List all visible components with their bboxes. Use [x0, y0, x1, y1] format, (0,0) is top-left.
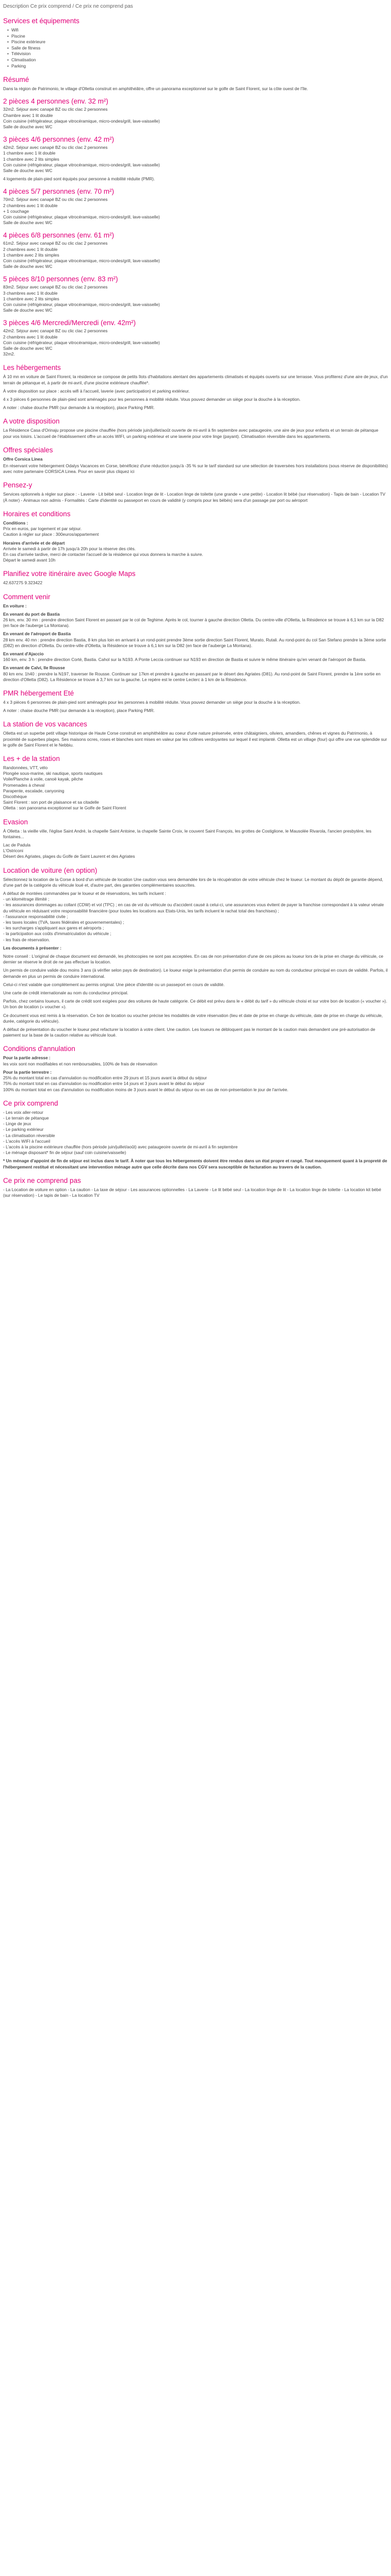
- comprend-item: - Le parking extérieur: [3, 1127, 44, 1132]
- comprend-item: - Le terrain de pétanque: [3, 1115, 49, 1121]
- location-line: - les frais de réservation.: [3, 937, 50, 942]
- plus-item: Voile/Planche à voile, canoë kayak, pêche: [3, 776, 83, 782]
- apartment-line: 2 chambres avec 1 lit double: [3, 334, 58, 340]
- content-page: [0, 0, 391, 1198]
- route-block: [3, 631, 388, 649]
- horaires-line: Caution à régler sur place : 300euros/appartement: [3, 532, 99, 537]
- apartment-line: Coin cuisine (réfrigérateur, plaque vitrocéramique, micro-ondes/grill, lave-vaisselle): [3, 162, 160, 167]
- apartment-title: 3 pièces 4/6 Mercredi/Mercredi (env. 42m²): [3, 319, 136, 327]
- apartment-line: 61m2. Séjour avec canapé BZ ou clic clac 2 personnes: [3, 241, 108, 246]
- apartment-title: 3 pièces 4/6 personnes (env. 42 m²): [3, 135, 115, 144]
- apartment-lines: [3, 107, 388, 130]
- plus-item: Randonnées, VTT, vélo: [3, 765, 48, 770]
- comprend-item: - Le ménage disposant* fin de séjour (sauf coin cuisine/vaisselle): [3, 1150, 126, 1156]
- apartment-line: Coin cuisine (réfrigérateur, plaque vitrocéramique, micro-ondes/grill, lave-vaisselle): [3, 340, 160, 345]
- station-title: La station de vos vacances: [3, 720, 87, 728]
- location-line: - les surcharges s'appliquant aux gares et aéroports ;: [3, 925, 104, 931]
- location-line: - les assurances dommages au collant (CDW) et vol (TPC) ; en cas de vol du véhicule ou d'accident causé à celui-ci, une assurances vous évitent de payer la franchise correspondant à la valeur vénale du véhicule en réduisant votre responsabilité financière (pour toutes les locations aux Etats-Unis, les tarifs incluent le rachat total des franchises) ;: [3, 902, 384, 913]
- hebergements-para: 4 x 3 pièces 6 personnes de plain-pied sont aménagés pour les personnes à mobilité réduite. Vous pouvez demander un siège pour la douche à la réception.: [3, 397, 301, 402]
- route-block: [3, 665, 388, 683]
- annulation-terrestre: [3, 1070, 388, 1093]
- hebergements-title: Les hébergements: [3, 364, 61, 372]
- route-block: [3, 651, 388, 663]
- annulation-head: Pour la partie terrestre :: [3, 1069, 52, 1075]
- hebergements-para: A noter : chalse douche PMR (sur demande à la réception), place Parking PMR.: [3, 405, 155, 411]
- service-item-piscine: • Piscine: [11, 33, 388, 40]
- horaires-arrival: [3, 540, 388, 564]
- services-title: Services et équipements: [3, 17, 79, 25]
- apartment-4: [3, 275, 388, 313]
- apartment-line: Salle de douche avec WC: [3, 264, 53, 269]
- apartment-line: Coin cuisine (réfrigérateur, plaque vitrocéramique, micro-ondes/grill, lave-vaisselle): [3, 214, 160, 219]
- route-text: 26 km, env. 30 mn : prendre direction Saint Florent en passant par le col de Teghime. Après le col, tourner à gauche direction Olletta. Du centre-ville d'Olletta, la Résidence se trouve à 6,1 km sur la D82 (en face de l'auberge La Montana).: [3, 617, 384, 629]
- pmr-para: A noter : chaise douche PMR (sur demande à la réception), place Parking PMR.: [3, 708, 155, 714]
- location-para: Celui-ci n'est valable que complètement au permis original. Une pièce d'identité ou un passeport en cours de validité.: [3, 981, 225, 987]
- apartment-note: 4 logements de plain-pied sont équipés pour personne à mobilité réduite (PMR).: [3, 176, 155, 182]
- apartment-line: 42m2. Séjour avec canapé BZ ou clic clac 2 personnes: [3, 145, 108, 150]
- location-docs-title: Les documents à présenter :: [3, 945, 61, 951]
- apartment-line: 70m2. Séjour avec canapé BZ ou clic clac 2 personnes: [3, 197, 108, 202]
- horaires-subtitle: Horaires d'arrivée et de départ: [3, 540, 65, 546]
- location-line: - l'assurance responsabilité civile ;: [3, 913, 68, 919]
- annulation-head: Pour la partie adresse :: [3, 1055, 51, 1061]
- comment-intro: En voiture :: [3, 603, 27, 608]
- apartment-title: 4 pièces 6/8 personnes (env. 61 m²): [3, 231, 115, 240]
- evasion-extra: [3, 842, 388, 860]
- resume-text: Dans la région de Patrimonio, le village d'Olletta construit en amphithéâtre, offre un panorama exceptionnel sur le golfe de Saint Florent, sur la côte ouest de l'île.: [3, 86, 308, 92]
- route-text: 28 km env. 40 mn : prendre direction Bastia, 8 km plus loin en arrivant à un rond-point prendre 3ème sortie direction Saint Florent, Murato, Rutali. Au rond-point du col San Stefano prendre la 3ème sortie (D82) en direction d'Olletta. Du centre-ville d'Olletta, la Résidence se trouve à 6,1 km sur la D82 (en face de l'auberge La Montana).: [3, 637, 386, 648]
- plus-item: Parapente, escalade, canyoning: [3, 788, 64, 793]
- annulation-line: 100% du montant total en cas d'annulation ou modification moins de 3 jours avant le début du séjour ou en cas de non-présentation le jour de l'arrivée.: [3, 1087, 288, 1092]
- location-line: - la participation aux coûts d'immatriculation du véhicule ;: [3, 931, 111, 937]
- hebergements-para: À 10 mn en voiture de Saint Florent, la résidence se compose de petits îlots d'habitations alentant des appartements climatisés et équipés ouverts sur une terrasse. Vous profiterez d'une aire de jeux, d'un terrain de pétanque et, à partir de mi-avril, d'une piscine extérieure chauffée*.: [3, 374, 388, 385]
- pensez-text: Services optionnels à régler sur place : - Laverie - Lit bébé seul - Location linge de lit - Location linge de toilette (une grande + une petite) - Location lit bébé (sur réservation) - Tapis de bain - Location TV (À noter) - Animaux non admis - Formalités : Carte d'identité ou passeport en cours de validité (y compris pour les bébés) sera d'un passage par port ou aéroport: [3, 492, 386, 503]
- evasion-extra-item: L'Ostriconi: [3, 848, 23, 854]
- comprend-list: [3, 1110, 388, 1156]
- disposition-title: A votre disposition: [3, 417, 60, 426]
- apartment-line: 1 chambre avec 2 lits simples: [3, 156, 59, 162]
- apartment-line: Coin cuisine (réfrigérateur, plaque vitrocéramique, micro-ondes/grill, lave-vaisselle): [3, 302, 160, 308]
- apartment-line: 1 chambre avec 1 lit double: [3, 150, 56, 156]
- pmr-title: PMR hébergement Eté: [3, 689, 74, 697]
- comprend-note: * Un ménage d'appoint de fin de séjour est inclus dans le tarif. À noter que tous les hébergements doivent être rendus dans un état propre et rangé. Tout manquement quant à la propreté de l'hébergement restitué et nécessitant une intervention ménage autre que celle décrite dans nos CGV sera susceptible de facturation au travers de la caution.: [3, 1158, 387, 1170]
- annulation-title: Conditions d'annulation: [3, 1045, 75, 1053]
- comprend-item: - Linge de jeux: [3, 1121, 31, 1127]
- station-text: Olletta est un superbe petit village historique de Haute Corse construit en amphithéâtre au coeur d'une nature préservée, entre châtaigniers, oliviers, amandiers, chênes et vignes du Patrimonio, à proximité de superbes plages. Ses maisons ocres, roses et blanches sont mises en valeur par les collines verdoyantes sur lequel il est implanté. Olletta est un village (four) qui offre une vue splendide sur le golfe de Saint Florent et le Nebbiu.: [3, 731, 387, 748]
- comprend-item: - Les voix aller-retour: [3, 1109, 43, 1115]
- location-para: Une carte de crédit internationale au nom du conducteur principal.: [3, 990, 128, 996]
- apartment-lines: [3, 145, 388, 174]
- horaires-subline: Départ le samedi avant 10h: [3, 557, 56, 563]
- route-head: En venant d'Ajaccio: [3, 651, 44, 656]
- apartment-line: Salle de douche avec WC: [3, 124, 53, 129]
- apartment-line: Salle de douche avec WC: [3, 167, 53, 173]
- apartment-line: 83m2. Séjour avec canapé BZ ou clic clac 2 personnes: [3, 284, 108, 290]
- necomprend-text: - La Location de voiture en option - La caution - La taxe de séjour - Les assurances optionnelles - La Laverie - Le lit bébé seul - La location linge de lit - La location linge de toilette - La location kit bébé (sur réservation) - Le tapis de bain - La location TV: [3, 1187, 381, 1198]
- location-includes: [3, 891, 388, 943]
- location-title: Location de voiture (en option): [3, 866, 97, 874]
- location-para: Parfois, chez certains loueurs, il carte de crédit sont exigées pour des voitures de haute catégorie. Ce débit est prévu dans le « débit du tarif » du véhicule choisi et sur votre bon de location (« voucher »). Un bon de location (« voucher »).: [3, 998, 387, 1010]
- service-item-fitness: • Salle de fitness: [11, 45, 388, 52]
- apartment-line: 42m2. Séjour avec canapé BZ ou clic clac 2 personnes: [3, 328, 108, 334]
- apartment-line: Coin cuisine (réfrigérateur, plaque vitrocéramique, micro-ondes/grill, lave-vaisselle): [3, 118, 160, 124]
- horaires-title: Horaires et conditions: [3, 510, 71, 518]
- resume-title: Résumé: [3, 76, 29, 84]
- apartment-line: 3 chambres avec 1 lit double: [3, 290, 58, 296]
- annulation-line: les voix sont non modifiables et non remboursables, 100% de frais de réservation: [3, 1061, 157, 1066]
- pmr-para: 4 x 3 pièces 6 personnes de plain-pied sont aménagés pour les personnes à mobilité réduite. Vous pouvez demander un siège pour la douche à la réception.: [3, 699, 301, 705]
- route-head: En venant du port de Bastia: [3, 611, 60, 617]
- apartment-lines: [3, 197, 388, 226]
- horaires-line: Conditions :: [3, 520, 28, 526]
- apartment-0: [3, 97, 388, 130]
- offres-subtitle: Offre Corsica Linea: [3, 456, 43, 462]
- apartment-title: 4 pièces 5/7 personnes (env. 70 m²): [3, 188, 115, 196]
- apartment-lines: [3, 284, 388, 313]
- plus-title: Les + de la station: [3, 754, 60, 762]
- breadcrumb[interactable]: Description Ce prix comprend / Ce prix ne comprend pas: [3, 4, 133, 9]
- horaires-lines: [3, 520, 388, 538]
- plus-item: Discothèque: [3, 793, 27, 799]
- location-para: Sélectionnez la location de la Corse à bord d'un véhicule de location Une caution vous sera demandée lors de la récupération de votre véhicule chez le loueur. Le montant du dépôt de garantie dépend, d'une part de la catégorie du véhicule loué et, d'autre part, des garanties complémentaires souscrites.: [3, 876, 383, 888]
- annulation-line: 75% du montant total en cas d'annulation ou modification entre 14 jours et 3 jours avant le début du séjour: [3, 1081, 205, 1087]
- location-para: Ce document vous est remis à la réservation. Ce bon de location ou voucher précise les modalités de votre réservation (lieu et date de prise en charge du véhicule, date de prise en charge du véhicule, durée, catégorie du véhicule).: [3, 1012, 383, 1024]
- gps-coordinates: 42.637275 9.323422: [3, 580, 43, 586]
- apartment-line: Salle de douche avec WC: [3, 346, 53, 351]
- route-block: [3, 612, 388, 629]
- plus-item: Olletta : son panorama exceptionnel sur le Golfe de Saint Florent: [3, 805, 126, 811]
- comprend-item: - La climatisation réversible: [3, 1132, 55, 1138]
- apartment-line: 1 chambre avec 2 lits simples: [3, 252, 59, 258]
- necomprend-title: Ce prix ne comprend pas: [3, 1176, 81, 1184]
- evasion-extra-item: Désert des Agriates, plages du Golfe de Saint Laurent et des Agriates: [3, 854, 135, 859]
- location-para: A défaut de présentation du voucher le loueur peut refacturer la location à votre client. Une caution. Les loueurs ne débloquent pas le montant de la caution mais demandent une pré-autorisation de paiement sur la base de la caution relative au véhicule loué.: [3, 1027, 376, 1038]
- apartment-line: 2 chambres avec 1 lit double: [3, 202, 58, 208]
- location-line: - les taxes locales (TVA, taxes fédérales et gouvernementales) ;: [3, 920, 124, 925]
- service-item-parking: • Parking: [11, 63, 388, 70]
- route-head: En venant de Calvi, Ile Rousse: [3, 665, 65, 671]
- location-para: Notre conseil : L'original de chaque document est demandé, les photocopies ne sont pas acceptées. En cas de non présentation d'une de ces pièces au loueur lors de la prise en charge du véhicule, ce dernier se réserve le droit de ne pas effectuer la location.: [3, 954, 383, 965]
- pensez-title: Pensez-y: [3, 481, 32, 489]
- location-para: Un permis de conduire valide dou moins 3 ans (à vérifier selon pays de destination). Le loueur exige la présentation d'un permis de conduire au nom du conducteur principal en cours de validité. Parfois, il demande en plus un permis de conduire international.: [3, 968, 388, 979]
- apartment-title: 2 pièces 4 personnes (env. 32 m²): [3, 97, 108, 106]
- itineraire-title[interactable]: Planifiez votre itinéraire avec Google Maps: [3, 570, 136, 578]
- plus-list: [3, 765, 388, 811]
- route-head: En venant de l'aéroport de Bastia: [3, 631, 71, 637]
- service-item-clim: • Climatisation: [11, 57, 388, 63]
- apartment-5: [3, 318, 388, 357]
- horaires-subline: En cas d'arrivée tardive, merci de contacter l'accueil de la résidence qui vous donnera la marche à suivre.: [3, 551, 203, 557]
- apartment-line: Coin cuisine (réfrigérateur, plaque vitrocéramique, micro-ondes/grill, lave-vaisselle): [3, 258, 160, 264]
- comprend-item: - L'accès WIFI à l'accueil: [3, 1138, 51, 1144]
- horaires-line: Prix en euros, par logement et par séjour.: [3, 526, 82, 532]
- evasion-title: Evasion: [3, 818, 28, 826]
- plus-item: Promenades à cheval: [3, 782, 45, 788]
- apartment-line: + 1 couchage: [3, 208, 29, 214]
- comment-title: Comment venir: [3, 592, 51, 601]
- services-list: [3, 27, 388, 69]
- hebergements-para: À votre disposition sur place : accès wifi à l'accueil, laverie (avec participation) et parking extérieur.: [3, 388, 190, 394]
- plus-item: Saint Florent : son port de plaisance et sa citadelle: [3, 800, 99, 805]
- service-item-wifi: • Wifi: [11, 27, 388, 33]
- apartment-lines: [3, 241, 388, 269]
- apartment-line: 2 chambres avec 1 lit double: [3, 246, 58, 252]
- comprend-title: Ce prix comprend: [3, 1099, 58, 1107]
- disposition-text: La Résidence Casa d'Orinaju propose une piscine chauffée (hors période juin/juillet/août ouverte de mi-avril à fin septembre avec pataugeoire, une aire de jeux pour enfants et un terrain de pétanque pour vos loisirs. L'accueil de l'établissement offre un accès WIFI, un parking extérieur et une laverie pour votre linge (payant). Climatisation réversible dans les appartements.: [3, 428, 379, 439]
- apartment-line: 32m2.: [3, 351, 15, 357]
- annulation-line: 25% du montant total en cas d'annulation ou modification entre 29 jours et 15 jours avant la début du séjour: [3, 1075, 207, 1081]
- evasion-text: À Olletta : la vieille ville, l'église Saint André, la chapelle Saint Antoine, la chapelle Sainte Croix, le couvent Saint François, les grottes de Costiglione, le Mausolée Rivarola, l'ancien presbytère, les fontaines...: [3, 828, 371, 839]
- service-item-tv: • Télévision: [11, 51, 388, 57]
- offres-title: Offres spéciales: [3, 446, 53, 454]
- apartment-title: 5 pièces 8/10 personnes (env. 83 m²): [3, 275, 118, 283]
- evasion-extra-item: Lac de Padula: [3, 842, 31, 848]
- apartment-line: 32m2. Séjour avec canapé BZ ou clic clac 2 personnes: [3, 107, 108, 112]
- offres-text[interactable]: En réservant votre hébergement Odalys Vacances en Corse, bénéficiez d'une réduction jusqu'à -35 % sur le tarif standard sur une sélection de traversées hors installations (sous réserve de disponibilités) avec notre partenaire CORSICA Linea. Pour en savoir plus cliquez ici: [3, 463, 388, 474]
- route-text: 160 km, env. 3 h : prendre direction Corté, Bastia. Cahol sur la N193. A Ponte Leccia continuer sur N193 en direction de Bastia et suivre le même itinéraire qu'en venant de l'aéroport de Bastia.: [3, 657, 367, 663]
- apartment-3: [3, 231, 388, 269]
- location-line: A défaut de montées commandées par le loueur et de réservations, les tarifs incluent :: [3, 891, 166, 896]
- comprend-item: - L'accès à la piscine extérieure chauffée (hors période juin/juillet/août) avec pataugeoire ouverte de mi-avril à fin septembre: [3, 1144, 238, 1149]
- apartment-line: 1 chambre avec 2 lits simples: [3, 296, 59, 301]
- apartment-line: Salle de douche avec WC: [3, 220, 53, 226]
- annulation-aerienne: [3, 1055, 388, 1066]
- apartment-line: Salle de douche avec WC: [3, 308, 53, 313]
- location-line: - un kilométrage illimité ;: [3, 896, 50, 902]
- apartment-1: [3, 135, 388, 182]
- plus-item: Plongée sous-marine, ski nautique, sports nautiques: [3, 771, 103, 776]
- apartment-2: [3, 187, 388, 226]
- apartment-lines: [3, 328, 388, 357]
- service-item-piscine-ext: • Piscine extérieure: [11, 39, 388, 45]
- horaires-subline: Arrivée le samedi à partir de 17h jusqu'à 20h pour la réserve des clés.: [3, 546, 136, 551]
- apartment-line: Chambre avec 1 lit double: [3, 112, 53, 118]
- route-text: 80 km env. 1h40 : prendre la N197, traverser Ile Rousse. Continuer sur 17km et prendre à gauche en passant par le désert des Agriates (D81). Au rond-point de Saint Florent, prendre la 1ère sortie en direction d'Olletta (D82). La Résidence se trouve à 3,7 km sur la gauche. Le repère est le centre Leclerc à 1 km de la Résidence.: [3, 671, 381, 682]
